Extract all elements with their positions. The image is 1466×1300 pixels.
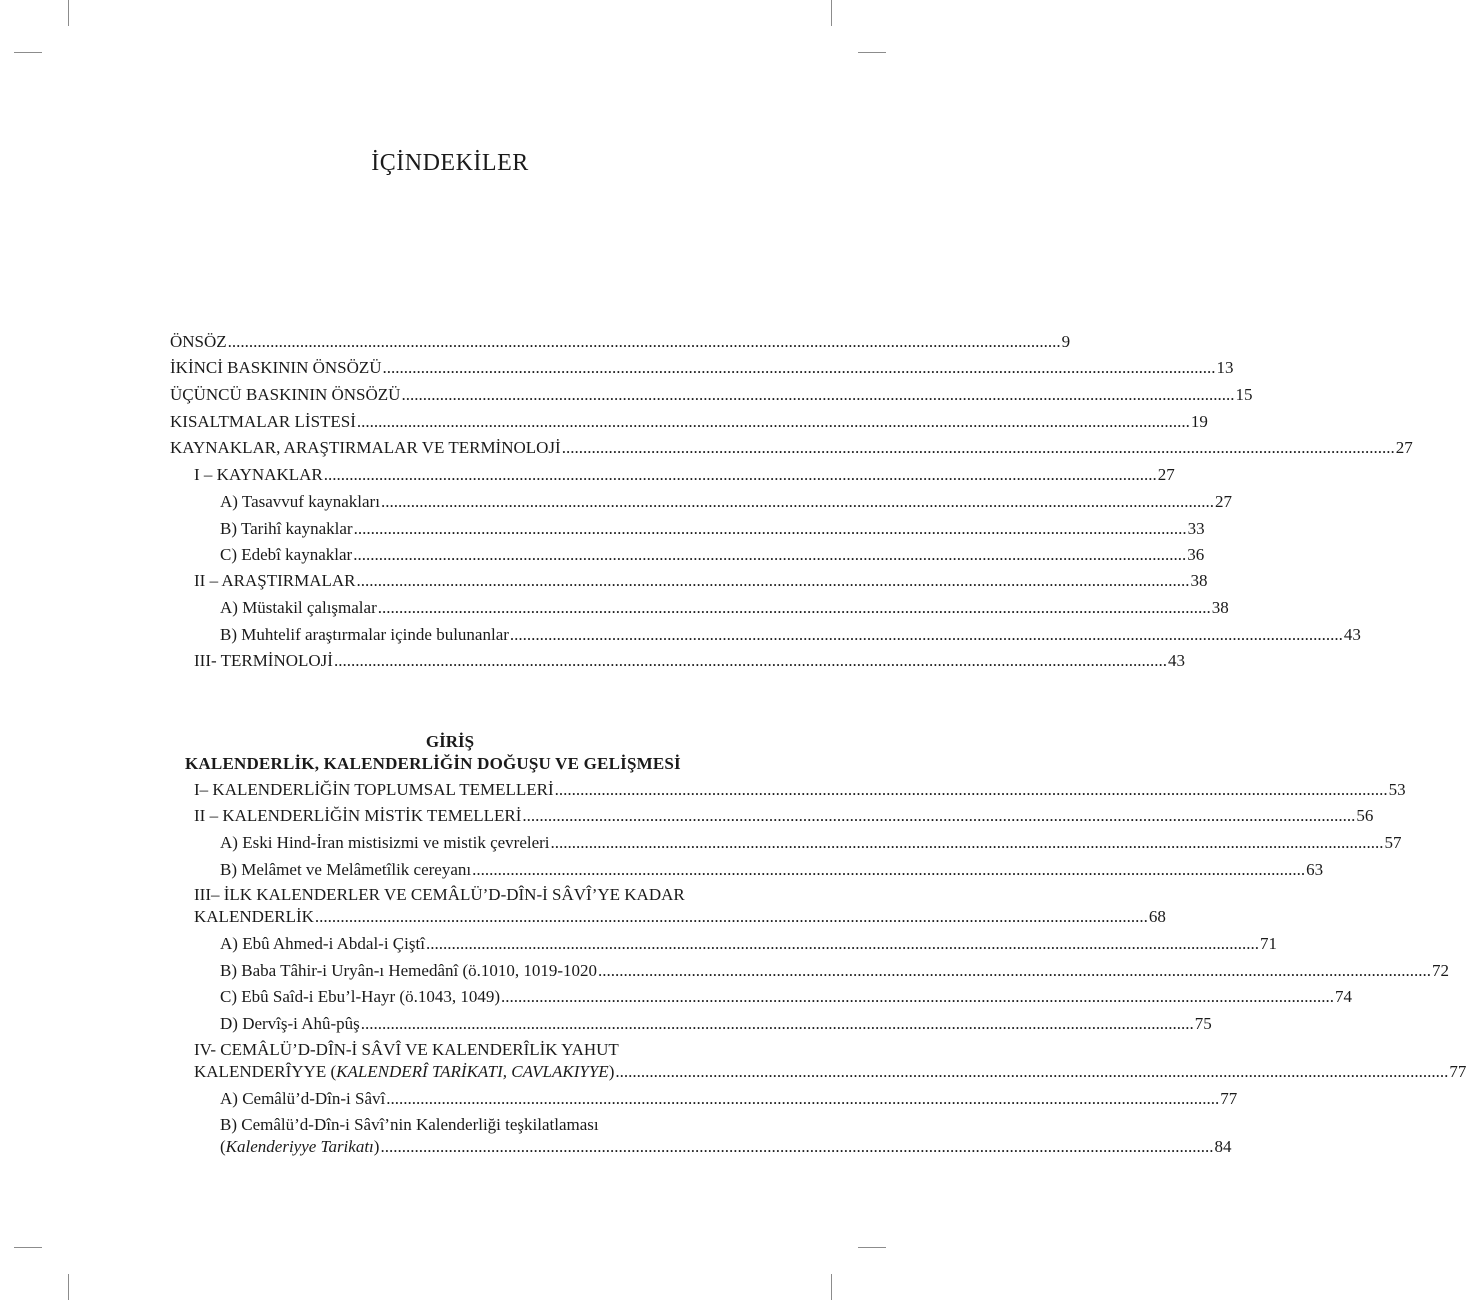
crop-mark-right-bottom [858,1247,886,1248]
toc-entry: III- TERMİNOLOJİ .................................................................................................................................................................................................... 43 [194,651,1185,670]
crop-mark-bottom-left [68,1274,69,1300]
crop-mark-top-left [68,0,69,26]
crop-mark-top-right [831,0,832,26]
toc-entry: KALENDERÎYYE (KALENDERÎ TARİKATI, CAVLAKIYYE) .................................................................................................................................................................................................... 77 [194,1062,1466,1081]
toc-entry: KALENDERLİK .................................................................................................................................................................................................... 68 [194,907,1166,926]
toc-entry: A) Eski Hind-İran mistisizmi ve mistik çevreleri .................................................................................................................................................................................................... 57 [220,833,1402,852]
toc-entry: A) Müstakil çalışmalar .................................................................................................................................................................................................... 38 [220,598,1229,617]
section-subheading: KALENDERLİK, KALENDERLİĞİN DOĞUŞU VE GELİŞMESİ [185,754,681,773]
toc-entry: B) Melâmet ve Melâmetîlik cereyanı .................................................................................................................................................................................................... 63 [220,860,1324,879]
toc-entry: KAYNAKLAR, ARAŞTIRMALAR VE TERMİNOLOJİ .................................................................................................................................................................................................... 27 [170,438,1413,457]
crop-mark-left-top [14,52,42,53]
crop-mark-left-bottom [14,1247,42,1248]
toc-entry: B) Baba Tâhir-i Uryân-ı Hemedânî (ö.1010, 1019-1020 .................................................................................................................................................................................................... 72 [220,961,1450,980]
toc-entry: A) Ebû Ahmed-i Abdal-i Çiştî .................................................................................................................................................................................................... 71 [220,934,1277,953]
toc-entry: ÖNSÖZ .................................................................................................................................................................................................... 9 [170,332,1071,351]
toc-entry: C) Edebî kaynaklar .................................................................................................................................................................................................... 36 [220,545,1205,564]
toc-entry: KISALTMALAR LİSTESİ .................................................................................................................................................................................................... 19 [170,412,1208,431]
toc-entry: I– KALENDERLİĞİN TOPLUMSAL TEMELLERİ .................................................................................................................................................................................................... 53 [194,780,1406,799]
toc-entry: A) Tasavvuf kaynakları .................................................................................................................................................................................................... 27 [220,492,1232,511]
toc-entry-line: B) Cemâlü’d-Dîn-i Sâvî’nin Kalenderliği teşkilatlaması [220,1115,599,1134]
toc-entry: D) Dervîş-i Ahû-pûş .................................................................................................................................................................................................... 75 [220,1014,1212,1033]
toc-entry: İKİNCİ BASKININ ÖNSÖZÜ .................................................................................................................................................................................................... 13 [170,358,1234,377]
page-title: İÇİNDEKİLER [371,150,529,176]
toc-entry: ÜÇÜNCÜ BASKININ ÖNSÖZÜ .................................................................................................................................................................................................... 15 [170,385,1253,404]
crop-mark-bottom-right [831,1274,832,1300]
toc-entry: B) Muhtelif araştırmalar içinde bulunanlar .................................................................................................................................................................................................... 43 [220,625,1361,644]
crop-mark-right-top [858,52,886,53]
toc-entry-line: IV- CEMÂLÜ’D-DÎN-İ SÂVÎ VE KALENDERÎLİK YAHUT [194,1040,619,1059]
toc-entry-line: III– İLK KALENDERLER VE CEMÂLÜ’D-DÎN-İ SÂVÎ’YE KADAR [194,885,685,904]
toc-entry: B) Tarihî kaynaklar .................................................................................................................................................................................................... 33 [220,519,1205,538]
toc-entry: (Kalenderiyye Tarikatı) .................................................................................................................................................................................................... 84 [220,1137,1232,1156]
toc-entry: II – KALENDERLİĞİN MİSTİK TEMELLERİ .................................................................................................................................................................................................... 56 [194,806,1374,825]
toc-entry: I – KAYNAKLAR .................................................................................................................................................................................................... 27 [194,465,1175,484]
toc-entry: C) Ebû Saîd-i Ebu’l-Hayr (ö.1043, 1049) .................................................................................................................................................................................................... 74 [220,987,1352,1006]
toc-entry: II – ARAŞTIRMALAR .................................................................................................................................................................................................... 38 [194,571,1208,590]
section-heading: GİRİŞ [425,732,475,751]
toc-entry: A) Cemâlü’d-Dîn-i Sâvî .................................................................................................................................................................................................... 77 [220,1089,1238,1108]
